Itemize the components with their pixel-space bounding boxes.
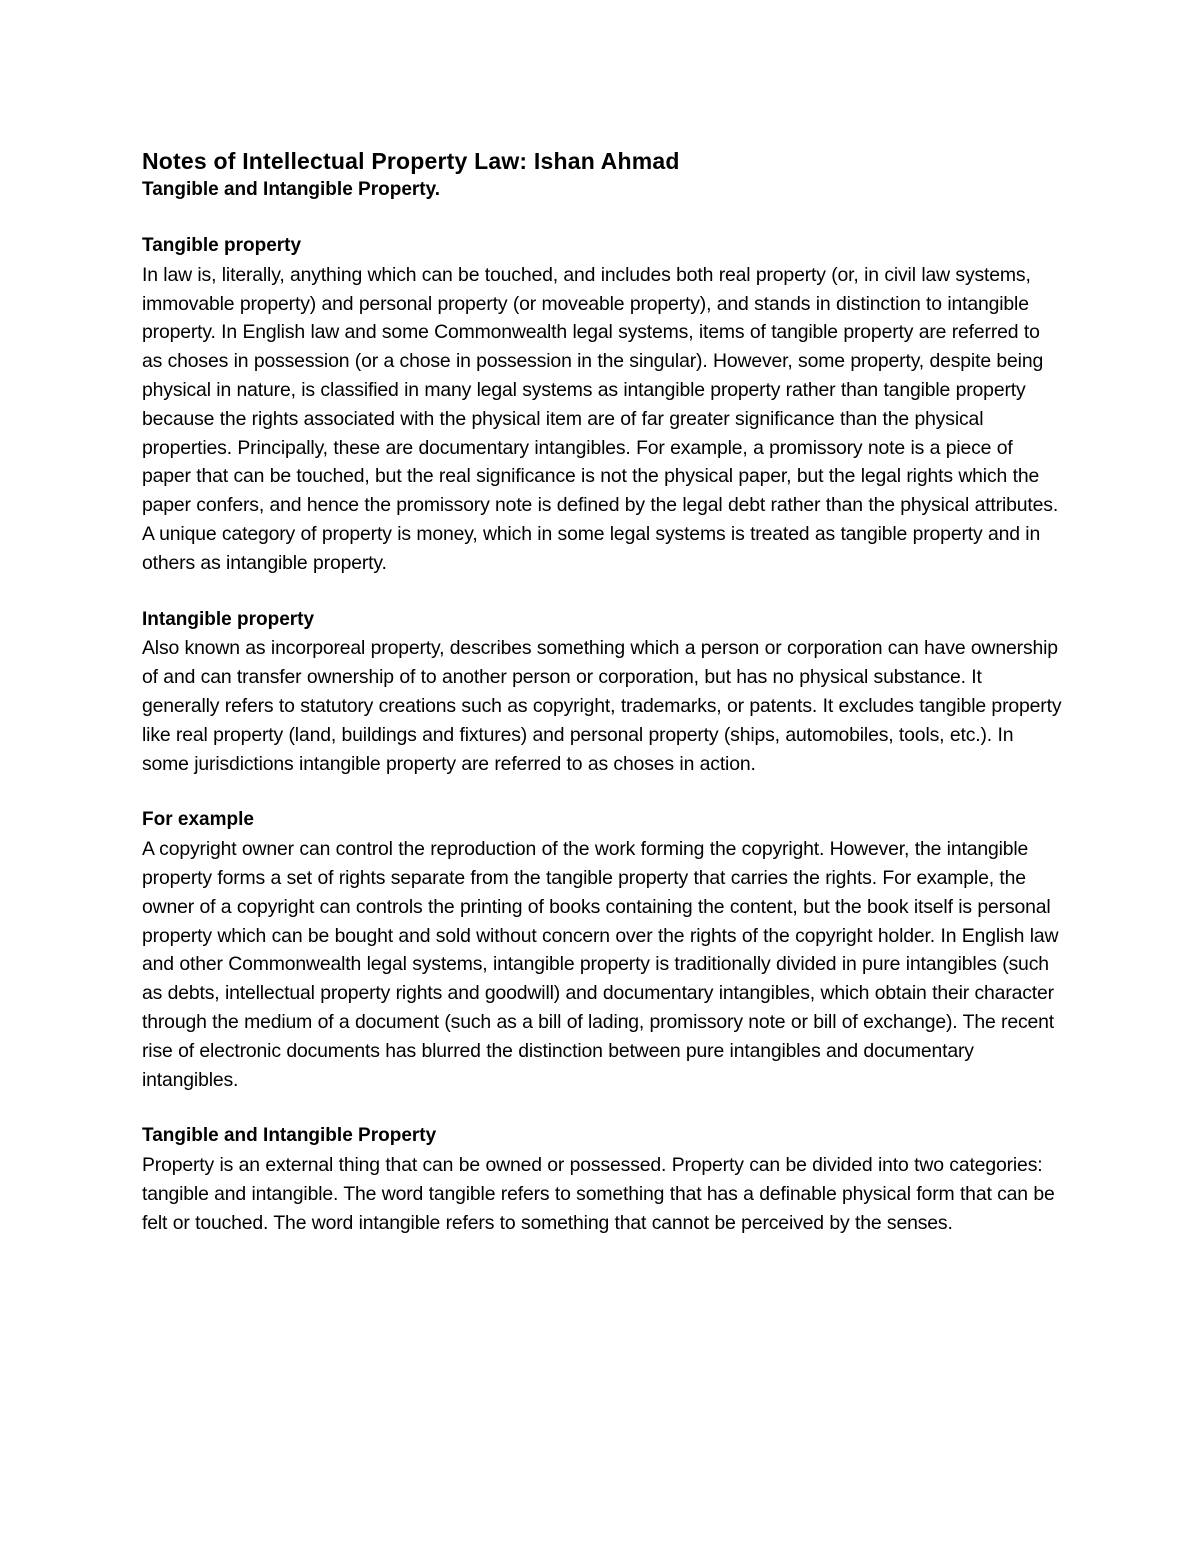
section-heading: Intangible property	[142, 608, 315, 630]
section-intangible-property	[142, 606, 1062, 779]
section-body: A copyright owner can control the reproduction of the work forming the copyright. However, the intangible property forms a set of rights separate from the tangible property that carries the rights. For example, the owner of a copyright can controls the printing of books containing the content, but the book itself is personal property which can be bought and sold without concern over the rights of the copyright holder. In English law and other Commonwealth legal systems, intangible property is traditionally divided in pure intangibles (such as debts, intellectual property rights and goodwill) and documentary intangibles, which obtain their character through the medium of a document (such as a bill of lading, promissory note or bill of exchange). The recent rise of electronic documents has blurred the distinction between pure intangibles and documentary intangibles.	[142, 838, 1059, 1091]
section-tangible-property	[142, 232, 1062, 578]
document-title: Notes of Intellectual Property Law: Ishan Ahmad	[142, 148, 680, 174]
document-content	[142, 146, 1062, 1266]
section-for-example	[142, 806, 1062, 1094]
section-tangible-and-intangible-property	[142, 1122, 1062, 1237]
section-body: In law is, literally, anything which can be touched, and includes both real property (or, in civil law systems, immovable property) and personal property (or moveable property), and stands in distinction to intangible property. In English law and some Commonwealth legal systems, items of tangible property are referred to as choses in possession (or a chose in possession in the singular). However, some property, despite being physical in nature, is classified in many legal systems as intangible property rather than tangible property because the rights associated with the physical item are of far greater significance than the physical properties. Principally, these are documentary intangibles. For example, a promissory note is a piece of paper that can be touched, but the real significance is not the physical paper, but the legal rights which the paper confers, and hence the promissory note is defined by the legal debt rather than the physical attributes. A unique category of property is money, which in some legal systems is treated as tangible property and in others as intangible property.	[142, 263, 1059, 574]
section-heading: For example	[142, 809, 254, 831]
section-heading: Tangible and Intangible Property	[142, 1125, 437, 1147]
section-heading: Tangible property	[142, 235, 302, 256]
section-body: Also known as incorporeal property, describes something which a person or corporation can have ownership of and can transfer ownership of to another person or corporation, but has no physical substance. It generally refers to statutory creations such as copyright, trademarks, or patents. It excludes tangible property like real property (land, buildings and fixtures) and personal property (ships, automobiles, tools, etc.). In some jurisdictions intangible property are referred to as choses in action.	[142, 637, 1062, 775]
section-body: Property is an external thing that can be owned or possessed. Property can be divided into two categories: tangible and intangible. The word tangible refers to something that has a definable physical form that can be felt or touched. The word intangible refers to something that cannot be perceived by the senses.	[142, 1154, 1055, 1234]
document-subtitle: Tangible and Intangible Property.	[142, 179, 441, 200]
